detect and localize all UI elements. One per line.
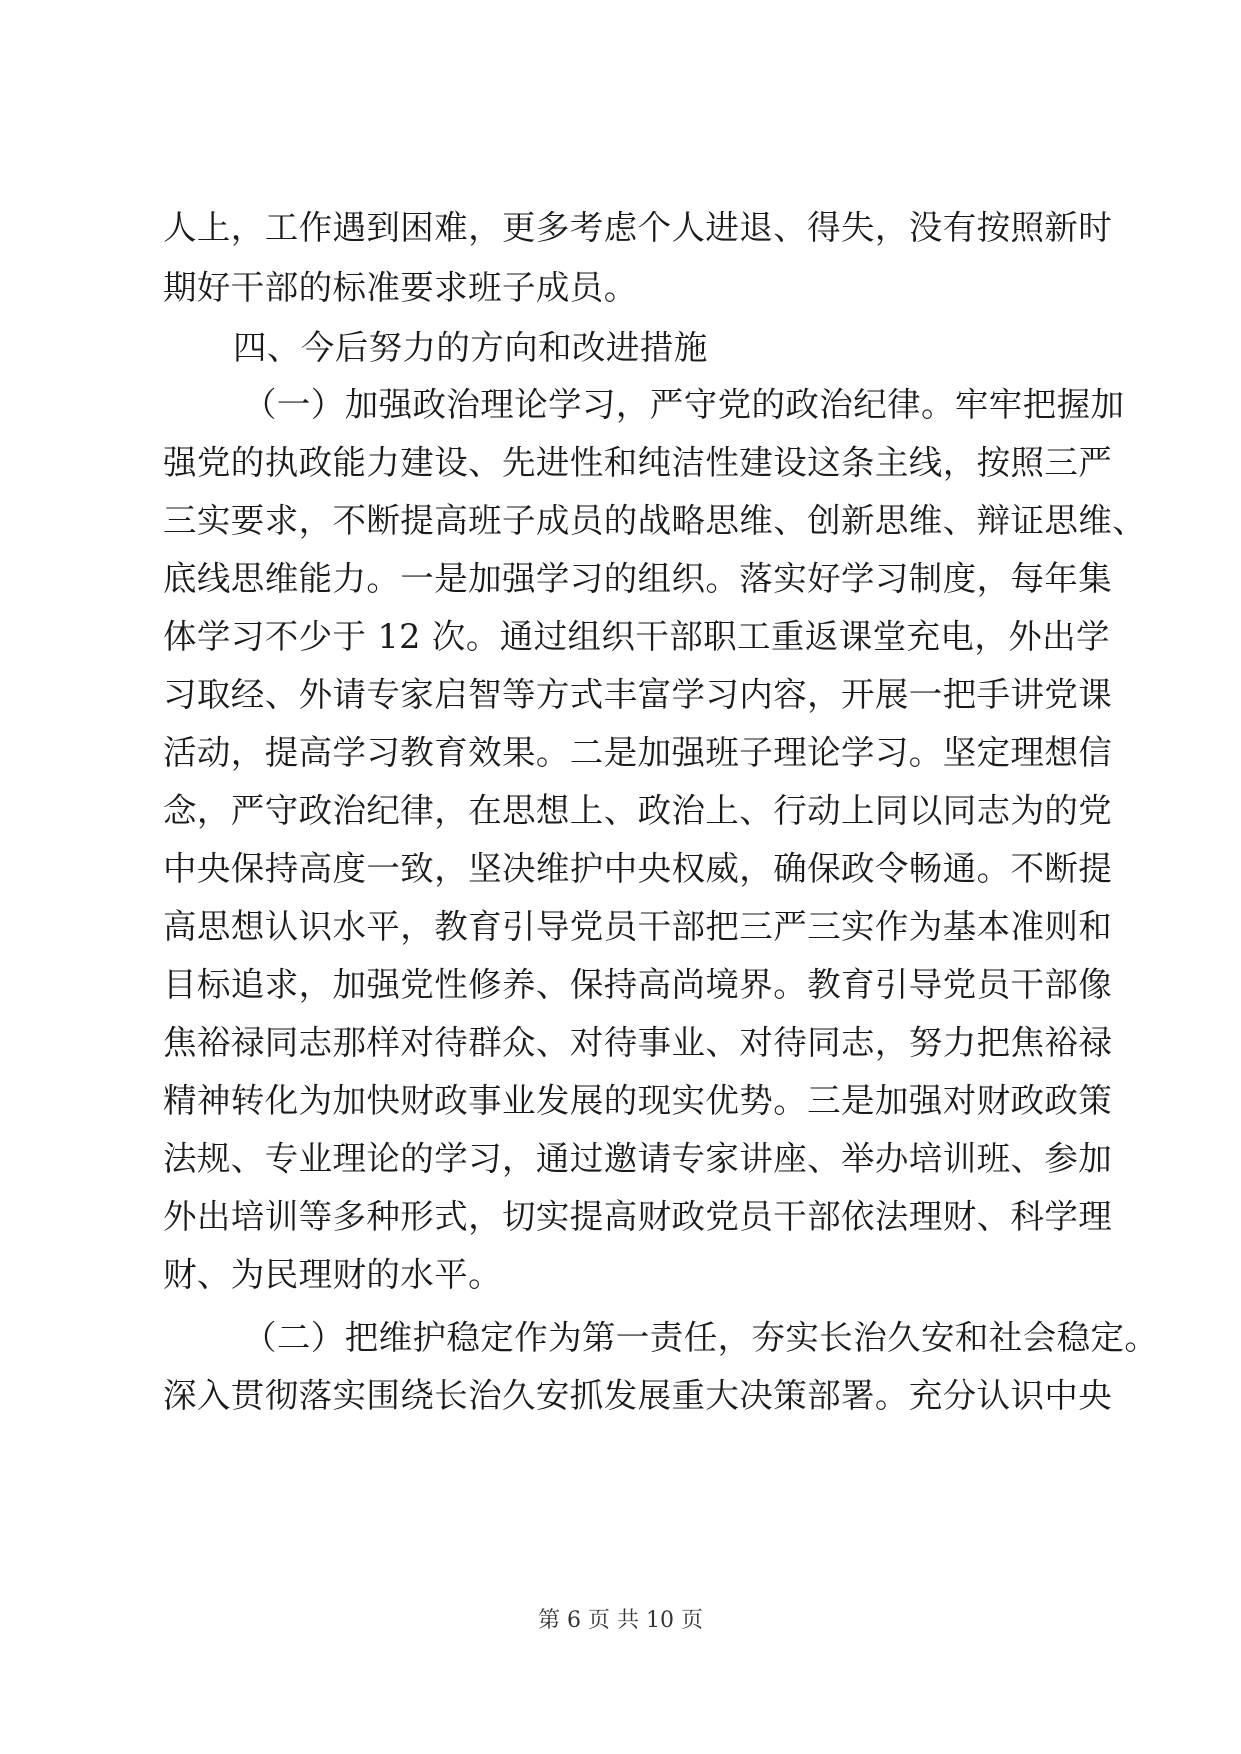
body-text-line: 活动，提高学习教育效果。二是加强班子理论学习。坚定理想信 — [163, 733, 1113, 772]
body-text-line: 念，严守政治纪律，在思想上、政治上、行动上同以同志为的党 — [163, 791, 1113, 830]
page-number-footer: 第 6 页 共 10 页 — [538, 1608, 703, 1633]
body-text-line: 中央保持高度一致，坚决维护中央权威，确保政令畅通。不断提 — [163, 849, 1113, 888]
body-text-line: 精神转化为加快财政事业发展的现实优势。三是加强对财政政策 — [163, 1081, 1113, 1120]
body-text-line: 三实要求，不断提高班子成员的战略思维、创新思维、辩证思维、 — [163, 501, 1147, 540]
body-text-line: 法规、专业理论的学习，通过邀请专家讲座、举办培训班、参加 — [163, 1139, 1113, 1178]
section-heading: 四、今后努力的方向和改进措施 — [233, 328, 708, 367]
body-text-line: 习取经、外请专家启智等方式丰富学习内容，开展一把手讲党课 — [163, 675, 1113, 714]
body-text-line: 高思想认识水平，教育引导党员干部把三严三实作为基本准则和 — [163, 907, 1113, 946]
subsection-heading-line: （一）加强政治理论学习，严守党的政治纪律。牢牢把握加 — [243, 385, 1125, 424]
body-text-line: 焦裕禄同志那样对待群众、对待事业、对待同志，努力把焦裕禄 — [163, 1023, 1113, 1062]
body-text-line: 深入贯彻落实围绕长治久安抓发展重大决策部署。充分认识中央 — [163, 1376, 1113, 1415]
body-text-line: 人上，工作遇到困难，更多考虑个人进退、得失，没有按照新时 — [163, 208, 1113, 247]
body-text-line: 底线思维能力。一是加强学习的组织。落实好学习制度，每年集 — [163, 559, 1113, 598]
body-text-line: 目标追求，加强党性修养、保持高尚境界。教育引导党员干部像 — [163, 965, 1113, 1004]
body-text-line: 期好干部的标准要求班子成员。 — [163, 268, 638, 307]
subsection-heading-line: （二）把维护稳定作为第一责任，夯实长治久安和社会稳定。 — [243, 1318, 1159, 1357]
body-text-line: 强党的执政能力建设、先进性和纯洁性建设这条主线，按照三严 — [163, 443, 1113, 482]
body-text-line: 体学习不少于 12 次。通过组织干部职工重返课堂充电，外出学 — [163, 617, 1110, 656]
body-text-line: 外出培训等多种形式，切实提高财政党员干部依法理财、科学理 — [163, 1197, 1113, 1236]
body-text-line: 财、为民理财的水平。 — [163, 1255, 502, 1294]
